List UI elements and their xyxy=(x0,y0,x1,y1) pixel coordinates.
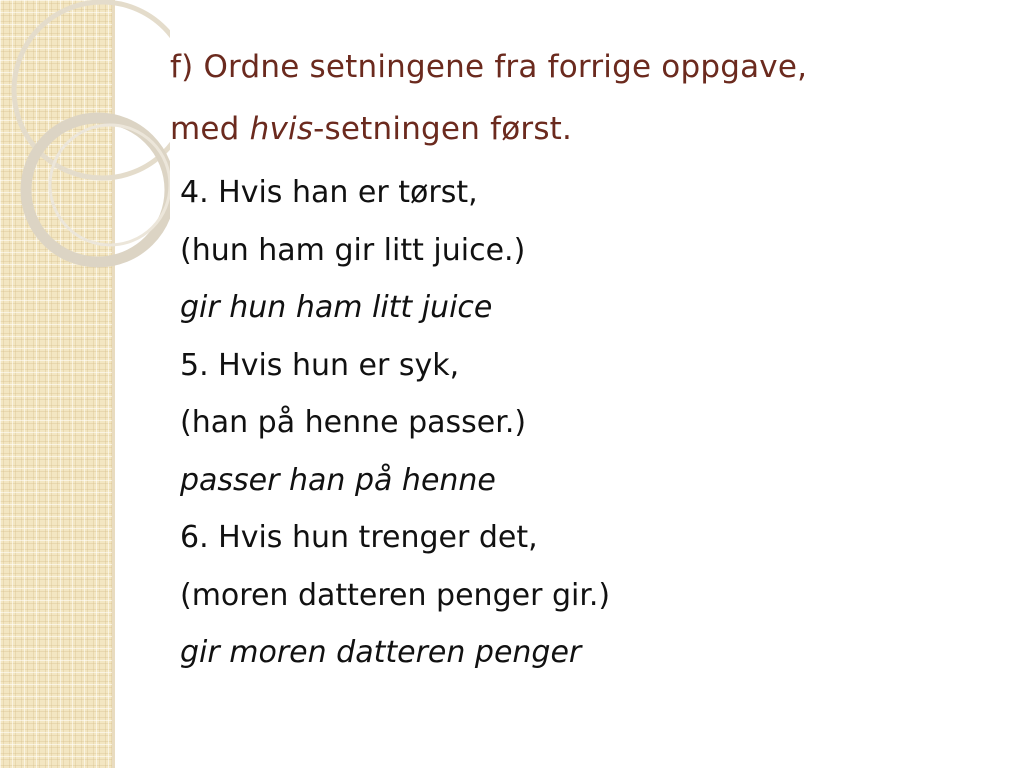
title-line-2-prefix: med xyxy=(170,111,250,147)
exercise-line: 4. Hvis han er tørst, xyxy=(180,175,478,210)
decorative-ring-thin xyxy=(50,125,170,245)
title-line-2-suffix: -setningen først. xyxy=(313,111,573,147)
exercise-line: (han på henne passer.) xyxy=(180,405,527,440)
answer-line: passer han på henne xyxy=(180,462,496,498)
slide-title xyxy=(170,36,990,160)
answer-line: gir moren datteren penger xyxy=(180,635,582,670)
title-hvis-emphasis: hvis xyxy=(249,111,314,147)
decorative-rings xyxy=(0,0,170,300)
exercise-line: 5. Hvis hun er syk, xyxy=(180,347,460,383)
exercise-line: (hun ham gir litt juice.) xyxy=(180,232,526,268)
answer-line: gir hun ham litt juice xyxy=(180,290,493,325)
exercise-lines xyxy=(180,164,980,682)
exercise-line: 6. Hvis hun trenger det, xyxy=(180,520,538,555)
title-line-1: f) Ordne setningene fra forrige oppgave, xyxy=(170,49,808,85)
exercise-line: (moren datteren penger gir.) xyxy=(180,577,611,613)
